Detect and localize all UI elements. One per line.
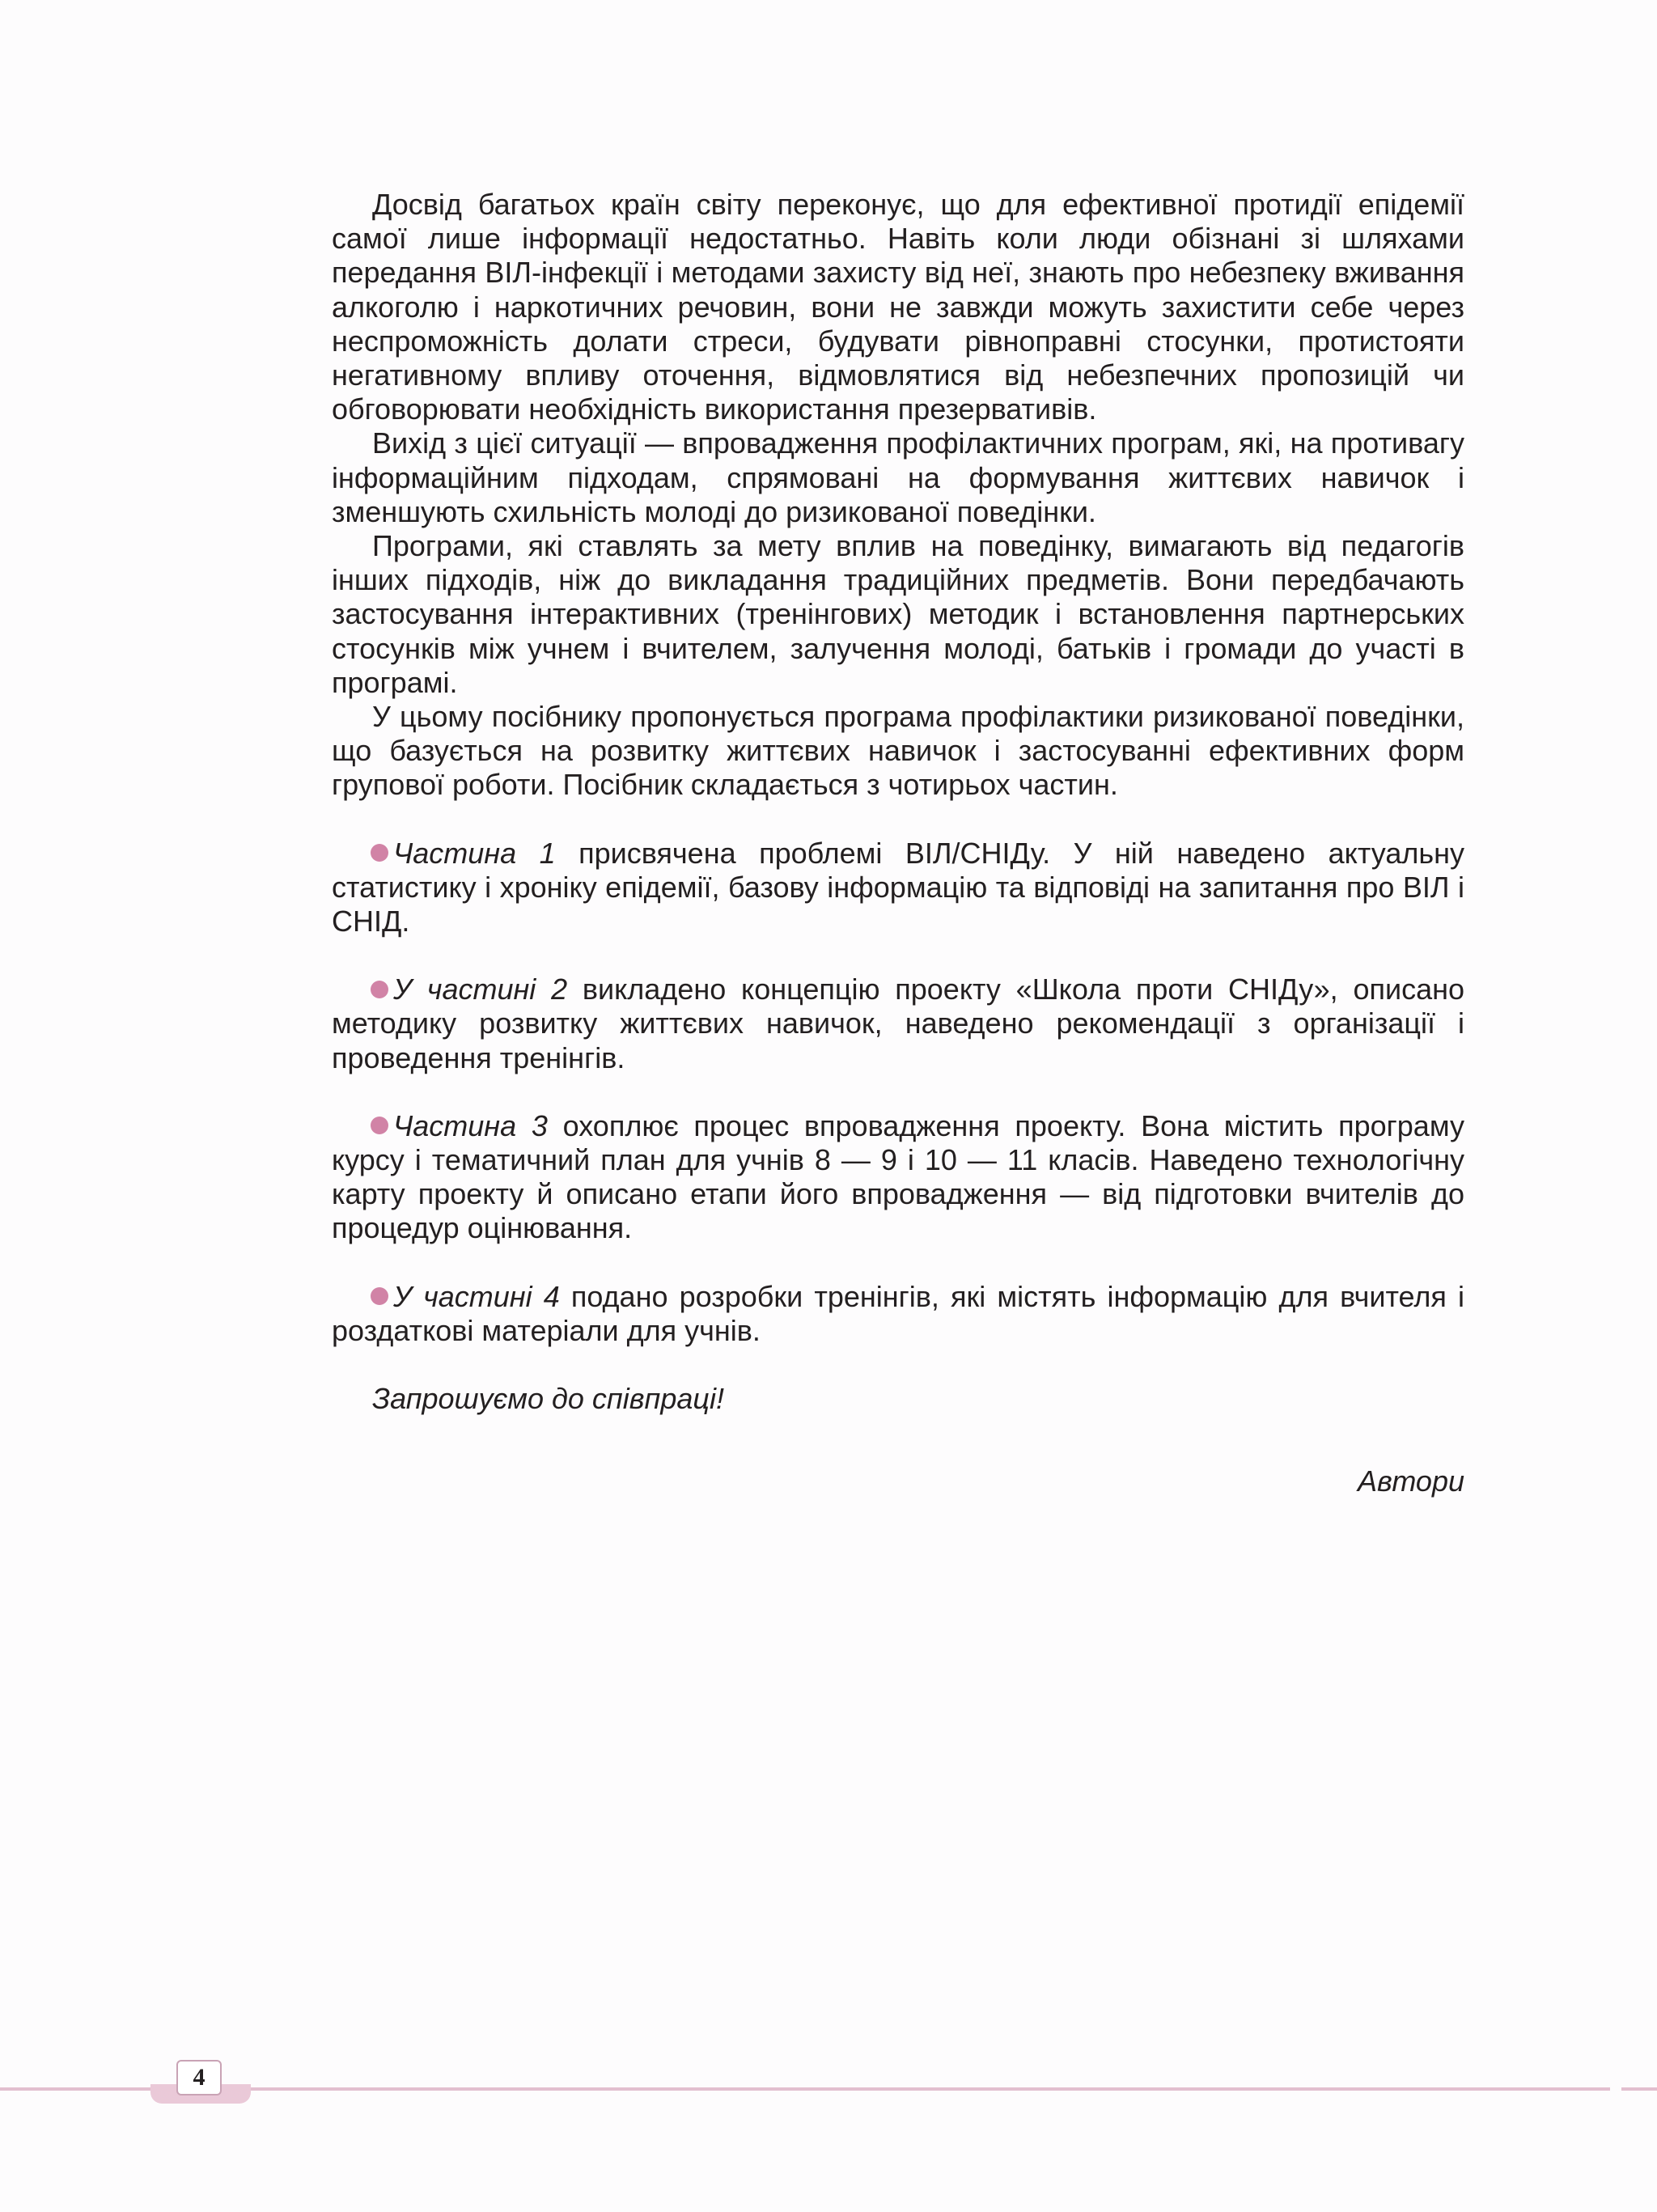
part-2-text: викладено концепцію проекту «Школа проти СНІДу», описано методику розвитку життєвих навичок, наведено рекомендації з організації і проведення тренінгів. xyxy=(332,973,1464,1074)
paragraph-intro: Досвід багатьох країн світу переконує, що для ефективної протидії епідемії самої лише інформації недостатньо. Навіть коли люди обізнані зі шляхами передання ВІЛ-інфекції і методами захисту від неї, знають про небезпеку вживання алкоголю і наркотичних речовин, вони не завжди можуть захистити себе через неспроможність долати стреси, будувати рівноправні стосунки, протистояти негативному впливу оточення, відмовлятися від небезпечних пропозицій чи обговорювати необхідність використання презервативів. xyxy=(332,188,1464,426)
part-2-item xyxy=(332,973,1464,1075)
part-2-lead: У частині 2 xyxy=(393,973,568,1006)
body-text xyxy=(332,188,1464,1499)
part-3-text: охоплює процес впровадження проекту. Вона містить програму курсу і тематичний план для учнів 8 — 9 і 10 — 11 класів. Наведено технологічну карту проекту й описано етапи його впровадження — від підготовки вчителів до процедур оцінювання. xyxy=(332,1108,1464,1245)
part-1-lead: Частина 1 xyxy=(393,836,556,870)
bullet-dot-icon xyxy=(371,981,388,998)
footer-rule-right xyxy=(1621,2087,1657,2091)
part-3-item xyxy=(332,1109,1464,1246)
paragraph-solution: Вихід з цієї ситуації — впровадження профілактичних програм, які, на противагу інформаційним підходам, спрямовані на формування життєвих навичок і зменшують схильність молоді до ризикованої поведінки. xyxy=(332,426,1464,528)
paragraph-programs: Програми, які ставлять за мету вплив на поведінку, вимагають від педагогів інших підходів, ніж до викладання традиційних предметів. Вони передбачають застосування інтерактивних (тренінгових) методик і встановлення партнерських стосунків між учнем і вчителем, залучення молоді, батьків і громади до участі в програмі. xyxy=(332,529,1464,699)
part-4-lead: У частині 4 xyxy=(393,1279,560,1313)
bullet-dot-icon xyxy=(371,1287,388,1305)
page-number: 4 xyxy=(176,2060,222,2095)
closing-invitation: Запрошуємо до співпраці! xyxy=(372,1382,724,1416)
paragraph-manual-overview: У цьому посібнику пропонується програма профілактики ризикованої поведінки, що базується на розвитку життєвих навичок і застосуванні ефективних форм групової роботи. Посібник складається з чотирьох частин. xyxy=(332,700,1464,802)
part-1-item xyxy=(332,837,1464,939)
part-1-text: присвячена проблемі ВІЛ/СНІДу. У ній наведено актуальну статистику і хроніку епідемії, базову інформацію та відповіді на запитання про ВІЛ і СНІД. xyxy=(332,836,1464,939)
part-3-lead: Частина 3 xyxy=(393,1108,548,1142)
part-4-item xyxy=(332,1280,1464,1348)
authors-signature: Автори xyxy=(1357,1464,1464,1498)
part-4-text: подано розробки тренінгів, які містять інформацію для вчителя і роздаткові матеріали для учнів. xyxy=(332,1279,1464,1347)
bullet-dot-icon xyxy=(371,1117,388,1134)
bullet-dot-icon xyxy=(371,844,388,862)
